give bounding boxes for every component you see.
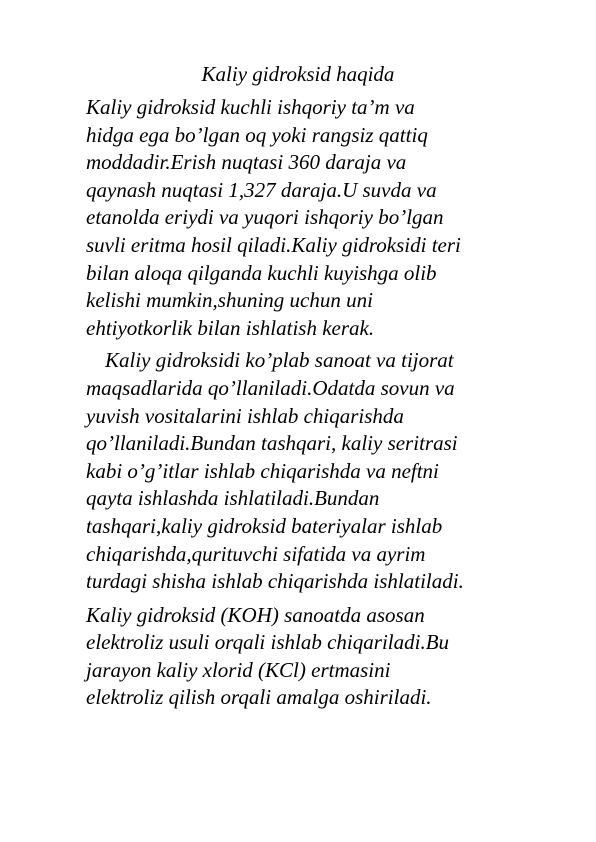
text-line: hidga ega bo’lgan oq yoki rangsiz qattiq [86,122,428,147]
text-line: Kaliy gidroksidi ko’plab sanoat va tijorat [105,348,454,373]
text-line: yuvish vositalarini ishlab chiqarishda [86,403,404,428]
text-line: ehtiyotkorlik bilan ishlatish kerak. [86,315,375,340]
document-body [86,94,526,712]
text-line: maqsadlarida qo’llaniladi.Odatda sovun va [86,375,455,400]
text-line: Kaliy gidroksid (KOH) sanoatda asosan [86,602,425,627]
paragraph-uses [86,347,526,595]
text-line: qo’llaniladi.Bundan tashqari, kaliy seritrasi [86,431,458,456]
text-line: kabi o’g’itlar ishlab chiqarishda va neftni [86,458,439,483]
text-line: Kaliy gidroksid kuchli ishqoriy ta’m va [86,95,415,119]
text-line: elektroliz usuli orqali ishlab chiqariladi.Bu [86,630,450,655]
text-line: kelishi mumkin,shuning uchun uni [86,288,373,313]
text-line: jarayon kaliy xlorid (KCl) ertmasini [86,657,391,682]
text-line: qayta ishlashda ishlatiladi.Bundan [86,486,380,511]
text-line: bilan aloqa qilganda kuchli kuyishga olib [86,260,437,285]
text-line: tashqari,kaliy gidroksid bateriyalar ishlab [86,513,443,538]
paragraph-production [86,602,526,712]
text-line: suvli eritma hosil qiladi.Kaliy gidroksidi teri [86,232,461,257]
text-line: qaynash nuqtasi 1,327 daraja.U suvda va [86,177,437,202]
text-line: etanolda eriydi va yuqori ishqoriy bo’lgan [86,205,444,230]
document-title: Kaliy gidroksid haqida [201,62,395,86]
text-line: elektroliz qilish orqali amalga oshiriladi. [86,685,432,710]
text-line: turdagi shisha ishlab chiqarishda ishlatiladi. [86,569,464,594]
text-line: moddadir.Erish nuqtasi 360 daraja va [86,150,407,175]
text-line: chiqarishda,qurituvchi sifatida va ayrim [86,541,426,566]
paragraph-properties [86,94,526,342]
